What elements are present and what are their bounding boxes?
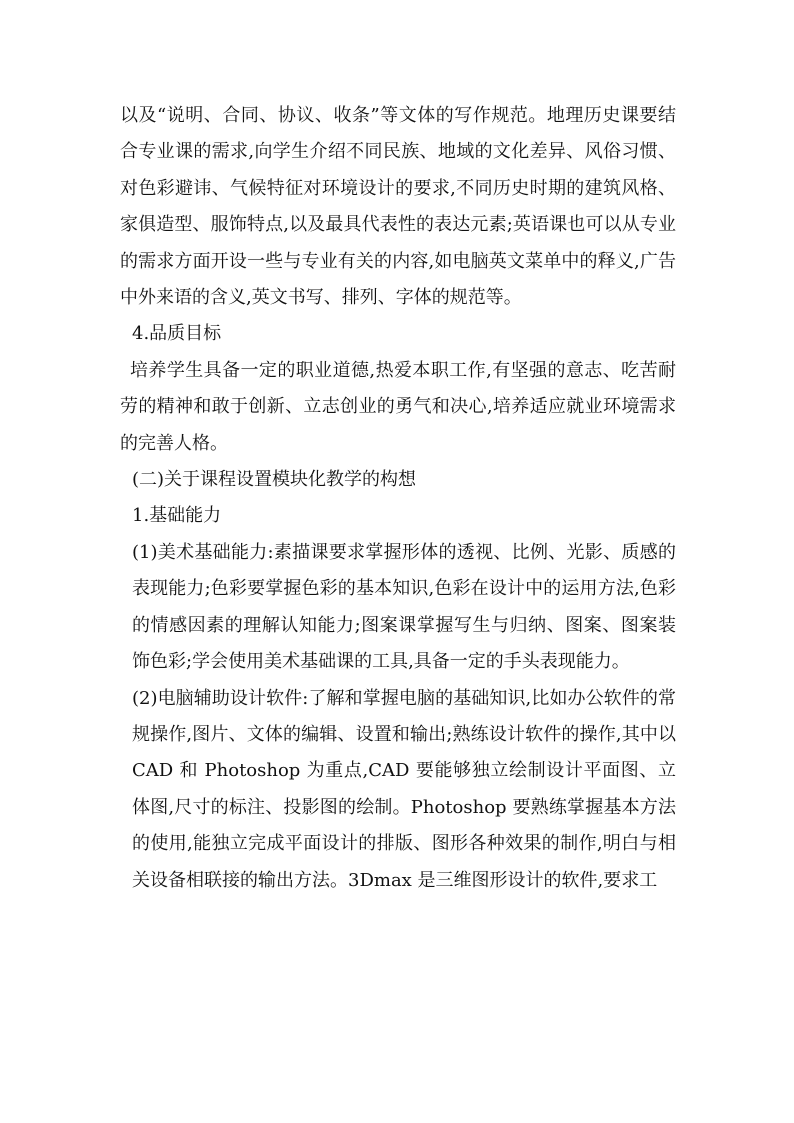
paragraph-quality-goals: 培养学生具备一定的职业道德,热爱本职工作,有坚强的意志、吃苦耐劳的精神和敢于创新、立志创业的勇气和决心,培养适应就业环境需求的完善人格。 bbox=[120, 359, 676, 454]
document-body bbox=[120, 98, 676, 899]
heading-quality-goals: 4.品质目标 bbox=[132, 323, 222, 345]
heading-basic-abilities: 1.基础能力 bbox=[132, 505, 222, 527]
heading-curriculum-modules: (二)关于课程设置模块化教学的构想 bbox=[132, 469, 417, 491]
paragraph-art-basics: (1)美术基础能力:素描课要求掌握形体的透视、比例、光影、质感的表现能力;色彩要掌握色彩的基本知识,色彩在设计中的运用方法,色彩的情感因素的理解认知能力;图案课掌握写生与归纳、图案、图案装饰色彩;学会使用美术基础课的工具,具备一定的手头表现能力。 bbox=[132, 541, 676, 673]
paragraph-cad-software: (2)电脑辅助设计软件:了解和掌握电脑的基础知识,比如办公软件的常规操作,图片、文体的编辑、设置和输出;熟练设计软件的操作,其中以 CAD 和 Photoshop 为重点,CAD 要能够独立绘制设计平面图、立体图,尺寸的标注、投影图的绘制。Photoshop 要熟练掌握基本方法的使用,能独立完成平面设计的排版、图形各种效果的制作,明白与相关设备相联接的输出方法。3Dmax 是三维图形设计的软件,要求工 bbox=[132, 687, 676, 891]
paragraph-writing-norms: 以及“说明、合同、协议、收条”等文体的写作规范。地理历史课要结合专业课的需求,向学生介绍不同民族、地域的文化差异、风俗习惯、对色彩避讳、气候特征对环境设计的要求,不同历史时期的建筑风格、家俱造型、服饰特点,以及最具代表性的表达元素;英语课也可以从专业的需求方面开设一些与专业有关的内容,如电脑英文菜单中的释义,广告中外来语的含义,英文书写、排列、字体的规范等。 bbox=[120, 105, 676, 309]
